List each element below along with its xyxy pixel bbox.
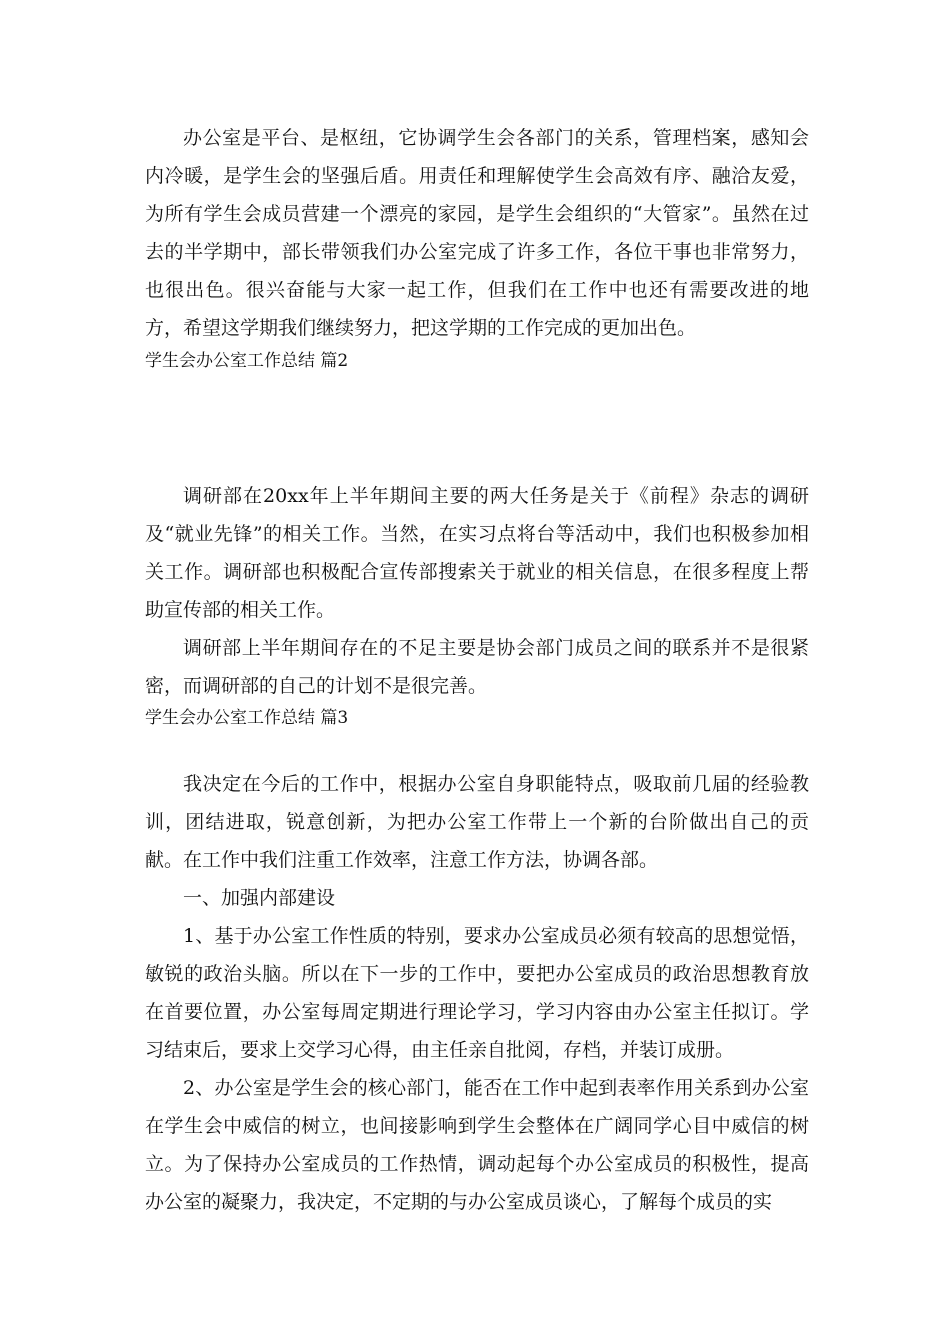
- section2-paragraph-1: 调研部在20xx年上半年期间主要的两大任务是关于《前程》杂志的调研及“就业先锋”的相关工作。当然，在实习点将台等活动中，我们也积极参加相关工作。调研部也积极配合宣传部搜索关于就业的相关信息，在很多程度上帮助宣传部的相关工作。: [145, 485, 809, 621]
- section3-paragraph-2: 1、基于办公室工作性质的特别，要求办公室成员必须有较高的思想觉悟，敏锐的政治头脑。所以在下一步的工作中，要把办公室成员的政治思想教育放在首要位置，办公室每周定期进行理论学习，学习内容由办公室主任拟订。学习结束后，要求上交学习心得，由主任亲自批阅，存档，并装订成册。: [145, 925, 809, 1061]
- section3-paragraph-3: 2、办公室是学生会的核心部门，能否在工作中起到表率作用关系到办公室在学生会中威信的树立，也间接影响到学生会整体在广阔同学心目中威信的树立。为了保持办公室成员的工作热情，调动起每个办公室成员的积极性，提高办公室的凝聚力，我决定，不定期的与办公室成员谈心，了解每个成员的实: [145, 1077, 809, 1213]
- section2-heading: 学生会办公室工作总结 篇2: [145, 351, 349, 371]
- section3-heading: 学生会办公室工作总结 篇3: [145, 708, 349, 728]
- section3-subheading: 一、加强内部建设: [183, 887, 336, 909]
- section3-paragraph-1: 我决定在今后的工作中，根据办公室自身职能特点，吸取前几届的经验教训，团结进取，锐意创新，为把办公室工作带上一个新的台阶做出自己的贡献。在工作中我们注重工作效率，注意工作方法，协调各部。: [145, 773, 809, 871]
- section1-paragraph-1: 办公室是平台、是枢纽，它协调学生会各部门的关系，管理档案，感知会内冷暖，是学生会的坚强后盾。用责任和理解使学生会高效有序、融洽友爱，为所有学生会成员营建一个漂亮的家园，是学生会组织的“大管家”。虽然在过去的半学期中，部长带领我们办公室完成了许多工作，各位干事也非常努力，也很出色。很兴奋能与大家一起工作，但我们在工作中也还有需要改进的地方，希望这学期我们继续努力，把这学期的工作完成的更加出色。: [145, 127, 809, 339]
- section2-paragraph-2: 调研部上半年期间存在的不足主要是协会部门成员之间的联系并不是很紧密，而调研部的自己的计划不是很完善。: [145, 637, 809, 697]
